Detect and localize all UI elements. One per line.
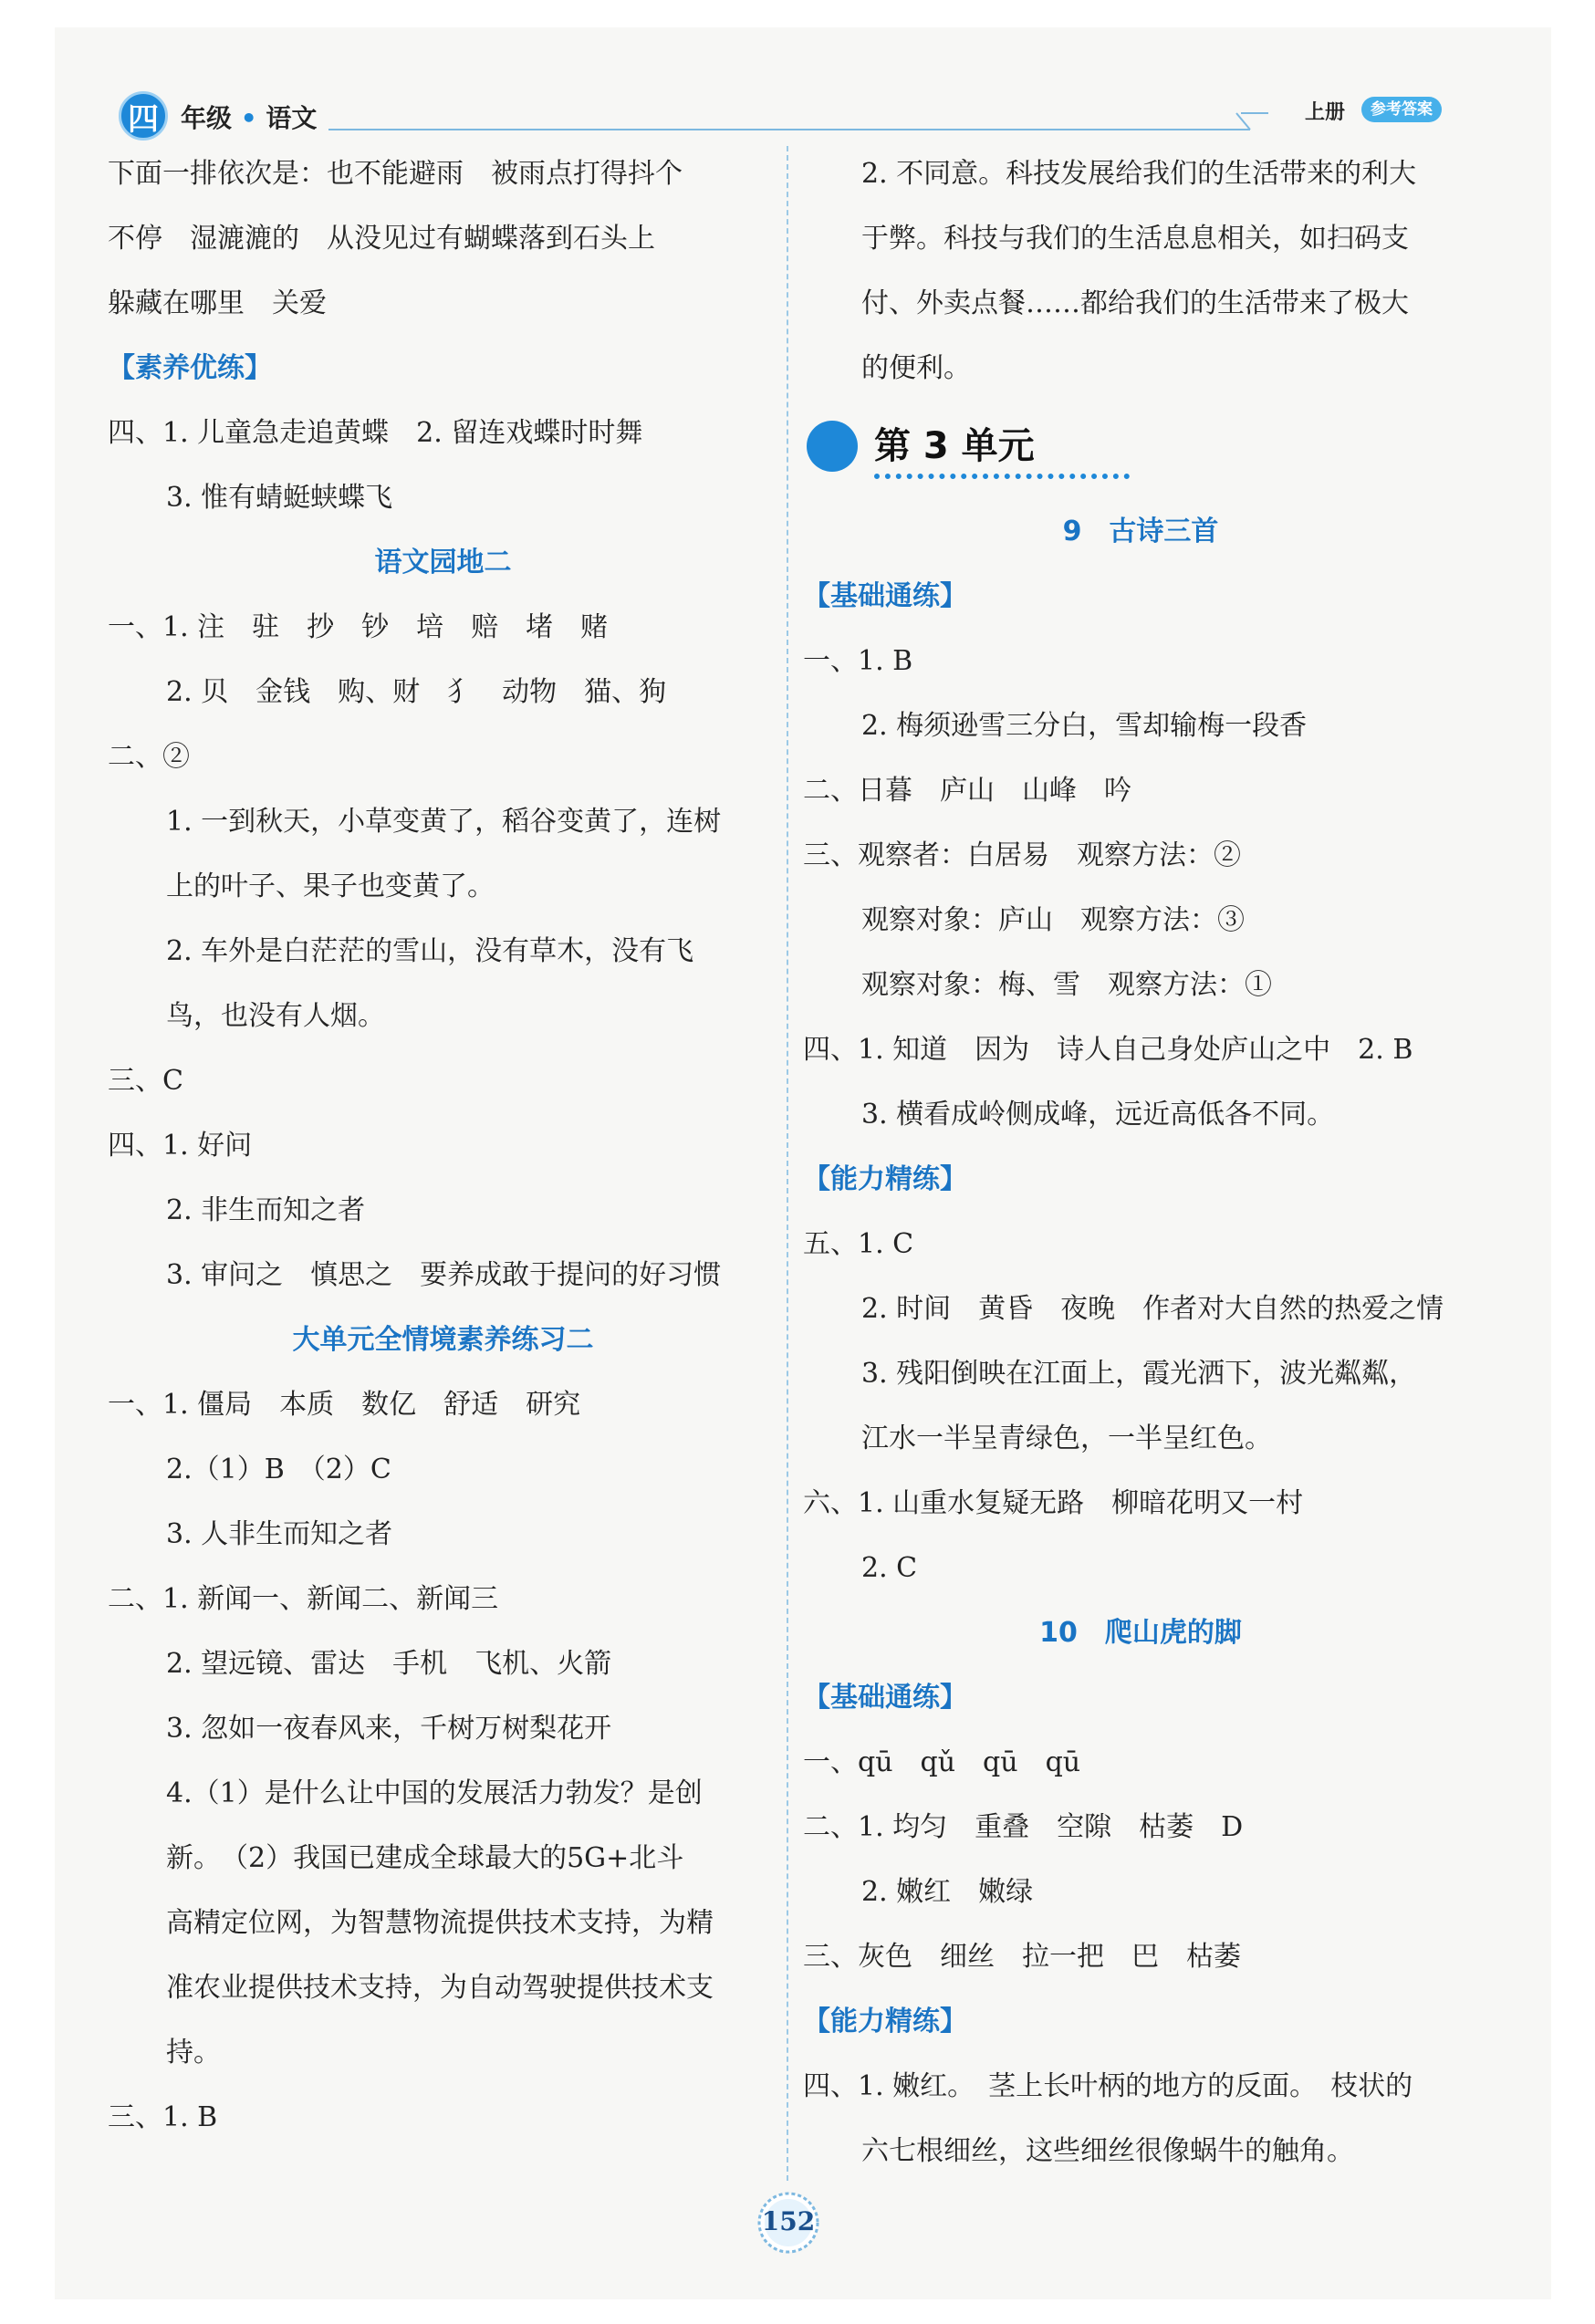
grade-subject-label [181, 99, 317, 135]
answer-line: 三、C [108, 1065, 183, 1097]
answer-line: 2. 车外是白茫茫的雪山，没有草木，没有飞 [166, 935, 694, 967]
answer-line: 四、1. 嫩红。 茎上长叶柄的地方的反面。 枝状的 [803, 2070, 1413, 2102]
answer-key-badge: 参考答案 [1361, 97, 1442, 122]
answer-line: 准农业提供技术支持，为自动驾驶提供技术支 [166, 1972, 714, 2004]
answer-line: 2. C [861, 1552, 918, 1584]
answer-line: 二、② [108, 741, 190, 773]
answer-line: 四、1. 儿童急走追黄蝶 2. 留连戏蝶时时舞 [108, 417, 643, 449]
right-column [803, 141, 1478, 2183]
answer-line: 六、1. 山重水复疑无路 柳暗花明又一村 [803, 1487, 1304, 1519]
practice-tag: 【基础通练】 [803, 1682, 967, 1714]
header-rule [328, 109, 1268, 133]
section-heading: 大单元全情境素养练习二 [292, 1324, 594, 1356]
grade-badge: 四 [119, 91, 168, 141]
answer-line: 观察对象：庐山 观察方法：③ [861, 904, 1245, 936]
answer-line: 2. 梅须逊雪三分白，雪却输梅一段香 [861, 710, 1308, 742]
page-header [119, 91, 1469, 146]
answer-line: 3. 忽如一夜春风来，千树万树梨花开 [166, 1713, 612, 1745]
answer-line: 2. 贝 金钱 购、财 犭 动物 猫、狗 [166, 676, 667, 708]
answer-line: 二、日暮 庐山 山峰 吟 [803, 775, 1131, 807]
answer-line: 六七根细丝，这些细丝很像蜗牛的触角。 [861, 2135, 1354, 2167]
answer-line: 2. 非生而知之者 [166, 1194, 366, 1226]
answer-line: 观察对象：梅、雪 观察方法：① [861, 969, 1272, 1001]
grade-label: 年级 [181, 103, 233, 133]
volume-label: 上册 [1305, 101, 1346, 124]
left-column [108, 141, 778, 2150]
answer-line: 下面一排依次是：也不能避雨 被雨点打得抖个 [108, 158, 683, 190]
answer-line: 3. 横看成岭侧成峰，远近高低各不同。 [861, 1099, 1335, 1131]
answer-line: 4.（1）是什么让中国的发展活力勃发？是创 [166, 1777, 703, 1809]
answer-line: 2. 时间 黄昏 夜晚 作者对大自然的热爱之情 [861, 1293, 1444, 1325]
answer-line: 3. 审问之 慎思之 要养成敢于提问的好习惯 [166, 1259, 722, 1291]
answer-line: 的便利。 [861, 352, 971, 384]
answer-line: 不停 湿漉漉的 从没见过有蝴蝶落到石头上 [108, 223, 655, 255]
answer-line: 鸟，也没有人烟。 [166, 1000, 385, 1032]
answer-line: 于弊。科技与我们的生活息息相关，如扫码支 [861, 223, 1409, 255]
practice-tag: 【能力精练】 [803, 2006, 967, 2037]
answer-line: 四、1. 好问 [108, 1130, 253, 1162]
answer-line: 一、1. B [803, 645, 913, 677]
right-column-bottom [803, 499, 1478, 2183]
answer-line: 三、灰色 细丝 拉一把 巴 枯萎 [803, 1941, 1241, 1973]
answer-line: 持。 [166, 2037, 221, 2069]
answer-line: 躲藏在哪里 关爱 [108, 287, 327, 319]
answer-line: 一、1. 僵局 本质 数亿 舒适 研究 [108, 1389, 581, 1421]
section-heading: 10 爬山虎的脚 [1039, 1617, 1242, 1649]
answer-line: 三、1. B [108, 2101, 218, 2133]
practice-tag: 【能力精练】 [803, 1163, 967, 1195]
right-column-top [803, 141, 1478, 401]
answer-line: 一、1. 注 驻 抄 钞 培 赔 堵 赌 [108, 611, 609, 643]
section-heading: 语文园地二 [374, 547, 512, 578]
answer-line: 新。 （2）我国已建成全球最大的5G+北斗 [166, 1842, 684, 1874]
answer-line: 2. 嫩红 嫩绿 [861, 1876, 1034, 1908]
section-heading: 9 古诗三首 [1062, 516, 1219, 547]
unit-header [803, 401, 1478, 499]
answer-line: 1. 一到秋天，小草变黄了，稻谷变黄了，连树 [166, 806, 722, 838]
separator-dot: • [240, 103, 257, 133]
answer-line: 2. 不同意。科技发展给我们的生活带来的利大 [861, 158, 1417, 190]
answer-line: 四、1. 知道 因为 诗人自己身处庐山之中 2. B [803, 1034, 1413, 1066]
practice-tag: 【素养优练】 [108, 352, 272, 384]
answer-line: 二、1. 均匀 重叠 空隙 枯萎 D [803, 1811, 1244, 1843]
page-number: 152 [761, 2206, 816, 2236]
unit-title: 第 3 单元 [874, 425, 1035, 467]
answer-line: 上的叶子、果子也变黄了。 [166, 870, 495, 902]
answer-line: 付、外卖点餐……都给我们的生活带来了极大 [861, 287, 1409, 319]
subject-label: 语文 [266, 103, 318, 133]
answer-line: 2. 望远镜、雷达 手机 飞机、火箭 [166, 1648, 612, 1680]
column-divider [787, 146, 788, 2181]
practice-tag: 【基础通练】 [803, 580, 967, 612]
answer-line: 3. 惟有蜻蜓蛱蝶飞 [166, 482, 393, 514]
answer-line: 3. 残阳倒映在江面上，霞光洒下，波光粼粼， [861, 1358, 1417, 1390]
answer-line: 2.（1）B （2）C [166, 1454, 391, 1485]
unit-circle-icon [807, 421, 858, 472]
answer-line: 五、1. C [803, 1228, 914, 1260]
answer-line: 高精定位网，为智慧物流提供技术支持，为精 [166, 1907, 714, 1939]
answer-line: 三、观察者：白居易 观察方法：② [803, 839, 1241, 871]
answer-line: 一、qū qǔ qū qū [803, 1746, 1081, 1778]
unit-dotted-underline [874, 474, 1130, 479]
answer-line: 二、1. 新闻一、新闻二、新闻三 [108, 1583, 499, 1615]
answer-line: 江水一半呈青绿色，一半呈红色。 [861, 1423, 1272, 1454]
answer-line: 3. 人非生而知之者 [166, 1518, 393, 1550]
